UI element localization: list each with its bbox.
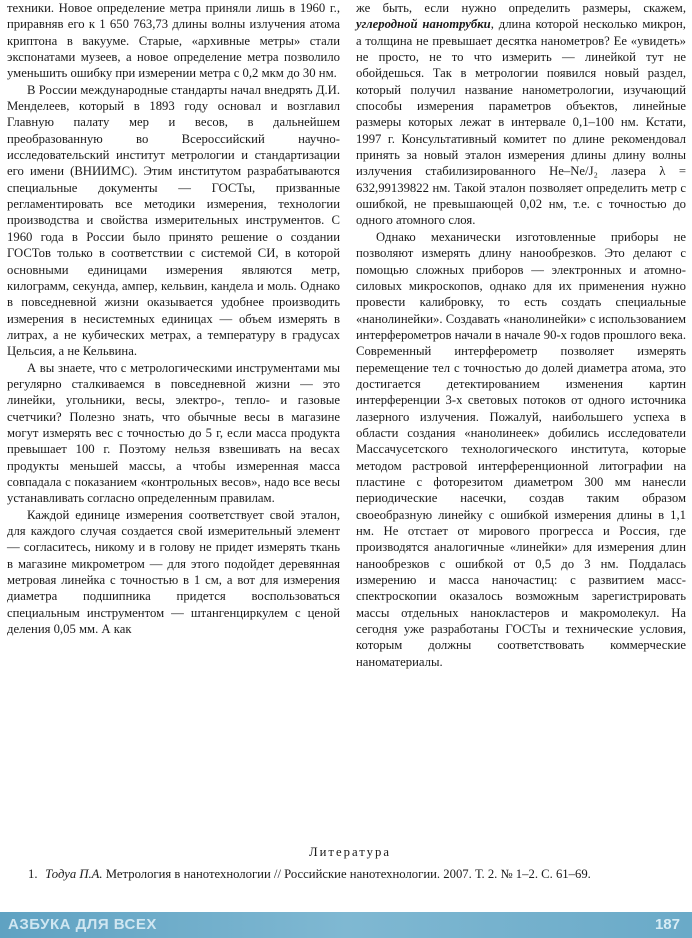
footer-band (0, 912, 692, 938)
left-paragraph-4: Каждой единице измерения соответствует свой эталон, для каждого случая создается свой измерительный элемент — согласитесь, никому и в голову не придет измерять ткань в магазине микрометром — для этого подойдет деревянная метровая линейка с точностью в 1 см, а вот для измерения диаметра подшипника придется воспользоваться специальным инструментом — штангенциркулем с ценой деления 0,05 мм. А как (7, 507, 340, 637)
page-number: 187 (654, 916, 680, 933)
right-paragraph-1 (356, 0, 686, 229)
right-paragraph-1-start: же быть, если нужно определить размеры, скажем, (356, 1, 686, 15)
references-section (14, 844, 686, 882)
right-paragraph-2: Однако механически изготовленные приборы не позволяют измерять длину нанообрезков. Это делают с помощью сложных приборов — электронных и атомно-силовых микроскопов, однако для их применения нужно провести калибровку, то есть создать специальные «нанолинейки». Создавать «нанолинейки» с использованием интерферометров начали в начале 90-х годов прошлого века. Современный интерферометр позволяет измерять перемещение тел с точностью до долей диаметра атома, это достигается детектированием изменения картин интерференции 3-х световых потоков от одного источника лазерного излучения. Пожалуй, наибольшего успеха в области создания «нанолинеек» добились исследователи Массачусетского технологического института, которые методом растровой интерференционной литографии на пластине с фоторезитом диаметром 300 мм нанесли периодические насечки, создав таким образом своеобразную линейку с ошибкой измерения длины в 1,1 нм. Не отстает от мирового прогресса и Россия, где производятся аналогичные «линейки» для измерения длин нанообрезков с ошибкой от 0,5 до 3 нм. Поддалась измерению и масса наночастиц: с развитием масс-спектроскопии оказалось возможным зарегистрировать массы отдельных нанокластеров и макромолекул. На сегодня уже разработаны ГОСТы и технические условия, которым должны соответствовать коммерческие наноматериалы. (356, 229, 686, 669)
reference-text: Метрология в нанотехнологии // Российские нанотехнологии. 2007. Т. 2. № 1–2. С. 61–69. (102, 867, 591, 881)
reference-item (14, 866, 686, 882)
left-paragraph-3: А вы знаете, что с метрологическими инструментами мы регулярно сталкиваемся в повседневной жизни — это линейки, угольники, весы, электро-, тепло- и газовые счетчики? Полезно знать, что обычные весы в магазине могут измерять вес с точностью до 5 г, если масса продукта превышает 100 г. Поэтому нельзя взвешивать на весах продукты меньшей массы, а чтобы измеренная масса совпадала с показанием «контрольных весов», надо все весы устанавливать согласно определенным правилам. (7, 360, 340, 506)
right-column (356, 0, 686, 670)
references-title: Литература (309, 845, 391, 859)
left-paragraph-2: В России международные стандарты начал внедрять Д.И. Менделеев, который в 1893 году основал и возглавил Главную палату мер и весов, в дальнейшем преобразованную во Всероссийский научно-исследовательский институт метрологии и стандартизации его имени (ВНИИМС). Этим институтом разрабатываются специальные документы — ГОСТы, призванные регламентировать все методики измерения, технологии производства и свойства измерительных инструментов. С 1960 года в России было принято решение о создании ГОСТов только в соответствии с системой СИ, в которой основными единицами измерения являются метр, килограмм, секунда, ампер, кельвин, кандела и моль. Однако в повседневной жизни оказывается удобнее производить измерения в несистемных единицах — объем измерять в литрах, а не кубических метрах, а температуру в градусах Цельсия, а не Кельвина. (7, 82, 340, 359)
section-title: АЗБУКА ДЛЯ ВСЕХ (8, 916, 157, 933)
nanotube-term: углеродной нанотрубки (356, 17, 491, 32)
left-paragraph-1: техники. Новое определение метра приняли лишь в 1960 г., приравняв его к 1 650 763,73 длины волны излучения атома криптона в вакууме. Старые, «архивные метры» стали экспонатами музеев, а новое определение метра позволило уменьшить ошибку при измерении метра с 0,2 мкм до 30 нм. (7, 1, 340, 81)
reference-number: 1. (28, 867, 38, 881)
left-column (7, 0, 340, 637)
right-paragraph-1-end: , длина которой несколько микрон, а толщина не превышает десятка нанометров? Ее «увидеть» не просто, не то что измерить — линейкой тут не обойдешься. Так в метрологии появился новый раздел, который получил название нанометрологии, изучающий способы измерения параметров объектов, линейные размеры которых лежат в интервале 0,1–100 нм. Кстати, 1997 г. Консультативный комитет по длине рекомендовал принять за новый эталон измерения длины длину волны излучения стабилизированного He–Ne/J₂ лазера λ = 632,99139822 нм. Такой эталон позволяет определить метр с ошибкой, не превышающей 0,02 нм, т.е. с точностью до одного атомного слоя. (356, 17, 686, 228)
reference-author: Тодуа П.А. (45, 867, 103, 881)
